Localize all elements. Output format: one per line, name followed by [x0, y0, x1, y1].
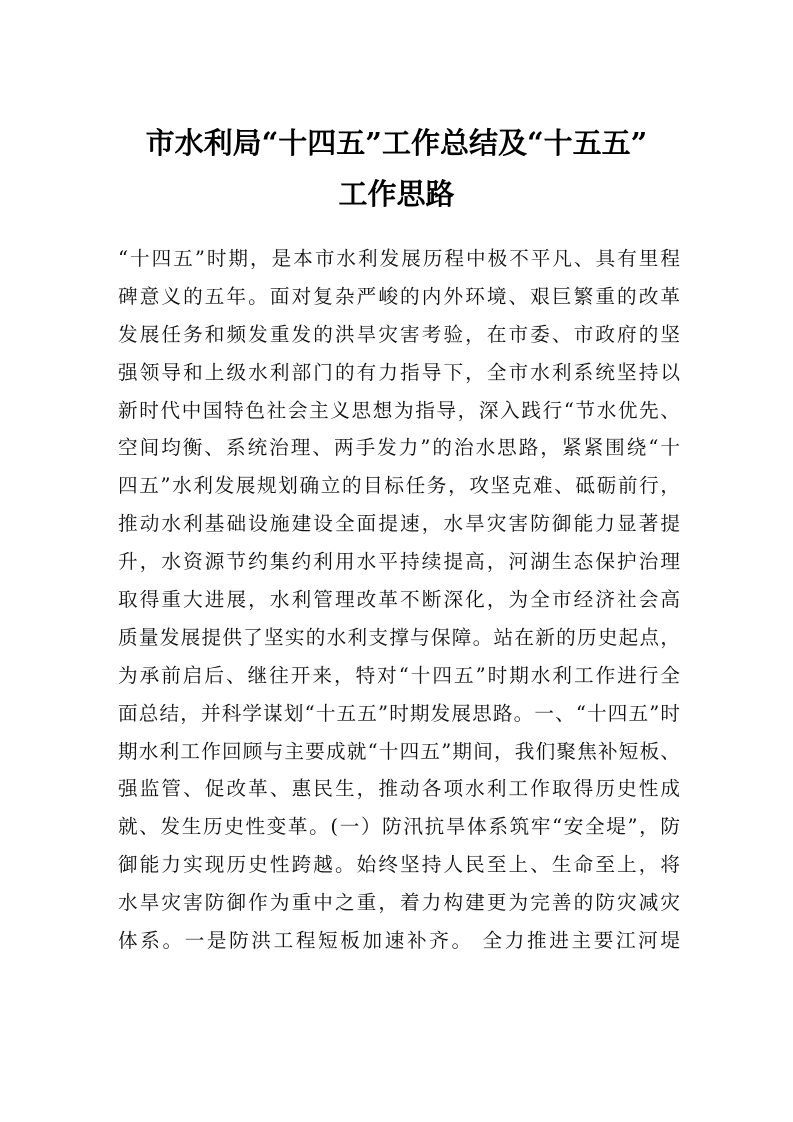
body-line: 水旱灾害防御作为重中之重，着力构建更为完善的防灾减灾 [118, 891, 680, 915]
body-line: 面总结，并科学谋划“十五五”时期发展思路。一、“十四五”时 [118, 701, 680, 725]
body-line: 升，水资源节约集约利用水平持续提高，河湖生态保护治理 [118, 550, 680, 574]
body-line: 强领导和上级水利部门的有力指导下，全市水利系统坚持以 [118, 360, 680, 384]
body-line: 御能力实现历史性跨越。始终坚持人民至上、生命至上，将 [118, 853, 680, 877]
document-body [118, 240, 680, 960]
title-line-1: 市水利局“十四五”工作总结及“十五五” [145, 126, 648, 160]
body-line: 质量发展提供了坚实的水利支撑与保障。站在新的历史起点， [118, 625, 680, 649]
body-line: 新时代中国特色社会主义思想为指导，深入践行“节水优先、 [118, 398, 680, 422]
body-line: 推动水利基础设施建设全面提速，水旱灾害防御能力显著提 [118, 512, 680, 536]
body-line: 体系。一是防洪工程短板加速补齐。 全力推进主要江河堤 [118, 929, 680, 953]
body-line: 强监管、促改革、惠民生，推动各项水利工作取得历史性成 [118, 777, 680, 801]
body-line: 空间均衡、系统治理、两手发力”的治水思路，紧紧围绕“十 [118, 436, 680, 460]
body-line: 为承前启后、继往开来，特对“十四五”时期水利工作进行全 [118, 663, 680, 687]
body-line: 取得重大进展，水利管理改革不断深化，为全市经济社会高 [118, 588, 680, 612]
body-line: 碑意义的五年。面对复杂严峻的内外环境、艰巨繁重的改革 [118, 284, 680, 308]
body-line: 就、发生历史性变革。(一）防汛抗旱体系筑牢“安全堤”，防 [118, 815, 680, 839]
document-title [60, 118, 733, 220]
body-line: “十四五”时期，是本市水利发展历程中极不平凡、具有里程 [118, 247, 680, 270]
title-line-2: 工作思路 [338, 177, 455, 211]
body-line: 四五”水利发展规划确立的目标任务，攻坚克难、砥砺前行， [118, 474, 680, 498]
body-line: 发展任务和频发重发的洪旱灾害考验，在市委、市政府的坚 [118, 322, 680, 346]
body-line: 期水利工作回顾与主要成就“十四五”期间，我们聚焦补短板、 [118, 739, 680, 763]
